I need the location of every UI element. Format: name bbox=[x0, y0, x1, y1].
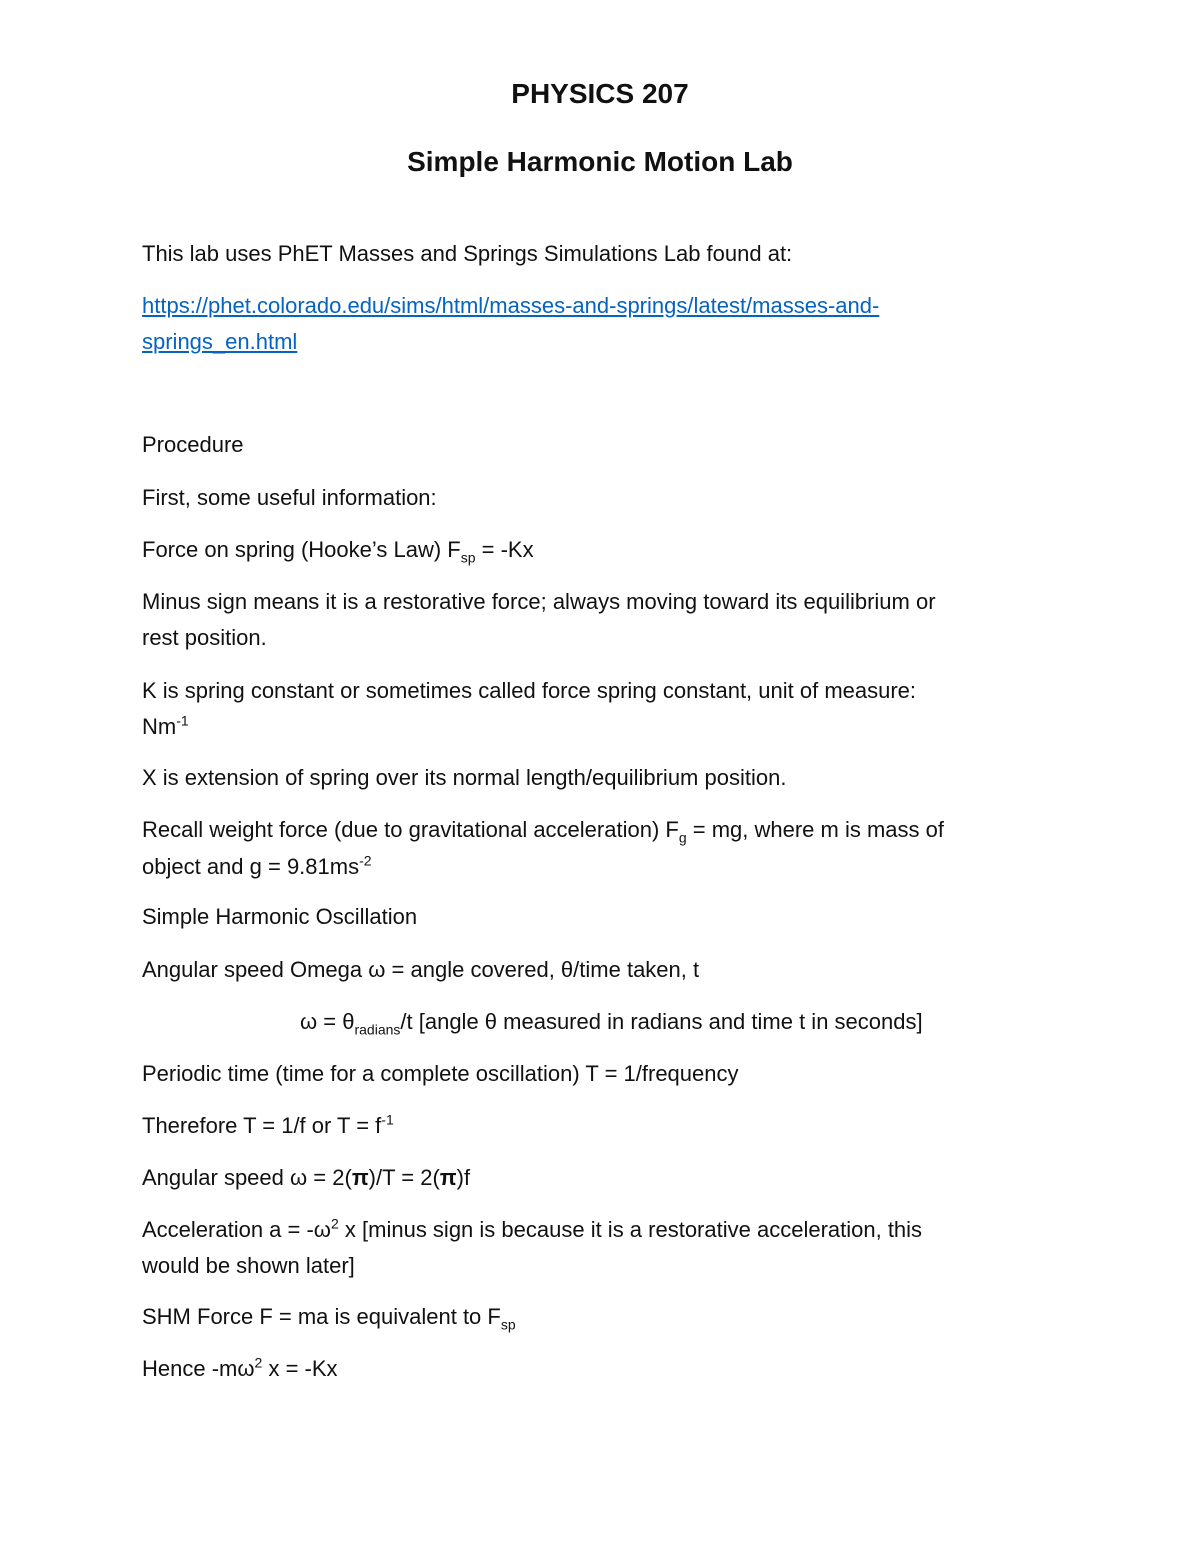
weight-force-prefix: Recall weight force (due to gravitational acceleration) F bbox=[142, 817, 679, 842]
hookes-law-sub: sp bbox=[460, 549, 476, 566]
hookes-law-prefix: Force on spring (Hooke’s Law) F bbox=[142, 537, 461, 562]
angular-speed-formula bbox=[142, 1164, 470, 1192]
lab-title: Simple Harmonic Motion Lab bbox=[407, 146, 793, 177]
simulation-link-line2[interactable]: springs_en.html bbox=[142, 329, 298, 354]
gravity-value: object and g = 9.81ms bbox=[142, 854, 360, 879]
angular-part1: Angular speed ω = 2( bbox=[142, 1165, 352, 1190]
course-title: PHYSICS 207 bbox=[511, 78, 689, 109]
spring-constant-line1: K is spring constant or sometimes called force spring constant, unit of measure: bbox=[142, 678, 917, 703]
hookes-law-line bbox=[142, 536, 534, 564]
weight-force-suffix: = mg, where m is mass of bbox=[686, 817, 944, 842]
extension-line: X is extension of spring over its normal length/equilibrium position. bbox=[142, 765, 787, 790]
angular-part2: )/T = 2( bbox=[368, 1165, 440, 1190]
acceleration-base: Acceleration a = -ω bbox=[142, 1217, 331, 1242]
hence-prefix: Hence -mω bbox=[142, 1356, 255, 1381]
weight-force-sub: g bbox=[678, 829, 687, 846]
minus-sign-line1: Minus sign means it is a restorative force; always moving toward its equilibrium or bbox=[142, 589, 936, 614]
minus-sign-line2: rest position. bbox=[142, 625, 267, 650]
acceleration-line2: would be shown later] bbox=[142, 1253, 355, 1278]
useful-info: First, some useful information: bbox=[142, 485, 437, 510]
acceleration-exponent: 2 bbox=[331, 1215, 339, 1232]
therefore-base: Therefore T = 1/f or T = f bbox=[142, 1113, 382, 1138]
therefore-line bbox=[142, 1112, 394, 1140]
angular-speed-definition: Angular speed Omega ω = angle covered, θ/time taken, t bbox=[142, 957, 700, 982]
shm-prefix: SHM Force F = ma is equivalent to F bbox=[142, 1304, 501, 1329]
sho-heading: Simple Harmonic Oscillation bbox=[142, 904, 418, 929]
intro-text: This lab uses PhET Masses and Springs Simulations Lab found at: bbox=[142, 241, 793, 266]
angular-part3: )f bbox=[456, 1165, 471, 1190]
pi-symbol: π bbox=[351, 1165, 369, 1190]
weight-force-line1 bbox=[142, 816, 944, 844]
weight-force-line2 bbox=[142, 853, 372, 881]
acceleration-suffix: x [minus sign is because it is a restorative acceleration, this bbox=[338, 1217, 923, 1242]
gravity-exponent: -2 bbox=[359, 852, 372, 869]
spring-constant-line2 bbox=[142, 713, 189, 741]
shm-force-line bbox=[142, 1303, 516, 1331]
simulation-link-line1[interactable]: https://phet.colorado.edu/sims/html/masses-and-springs/latest/masses-and- bbox=[142, 293, 880, 318]
omega-prefix: ω = θ bbox=[300, 1009, 355, 1034]
simulation-link-cont[interactable] bbox=[142, 328, 297, 356]
omega-sub: radians bbox=[354, 1021, 401, 1038]
simulation-link[interactable] bbox=[142, 292, 879, 320]
therefore-exponent: -1 bbox=[381, 1111, 394, 1128]
pi-symbol-2: π bbox=[439, 1165, 457, 1190]
shm-sub: sp bbox=[500, 1316, 516, 1333]
periodic-time-line: Periodic time (time for a complete oscillation) T = 1/frequency bbox=[142, 1061, 739, 1086]
omega-suffix: /t [angle θ measured in radians and time t in seconds] bbox=[400, 1009, 923, 1034]
spring-constant-unit: Nm bbox=[142, 714, 177, 739]
hence-suffix: x = -Kx bbox=[262, 1356, 338, 1381]
omega-formula bbox=[300, 1008, 923, 1036]
hookes-law-suffix: = -Kx bbox=[475, 537, 534, 562]
procedure-heading: Procedure bbox=[142, 432, 244, 457]
hence-exponent: 2 bbox=[254, 1354, 263, 1371]
hence-line bbox=[142, 1355, 338, 1383]
acceleration-line1 bbox=[142, 1216, 922, 1244]
spring-constant-exponent: -1 bbox=[176, 712, 189, 729]
